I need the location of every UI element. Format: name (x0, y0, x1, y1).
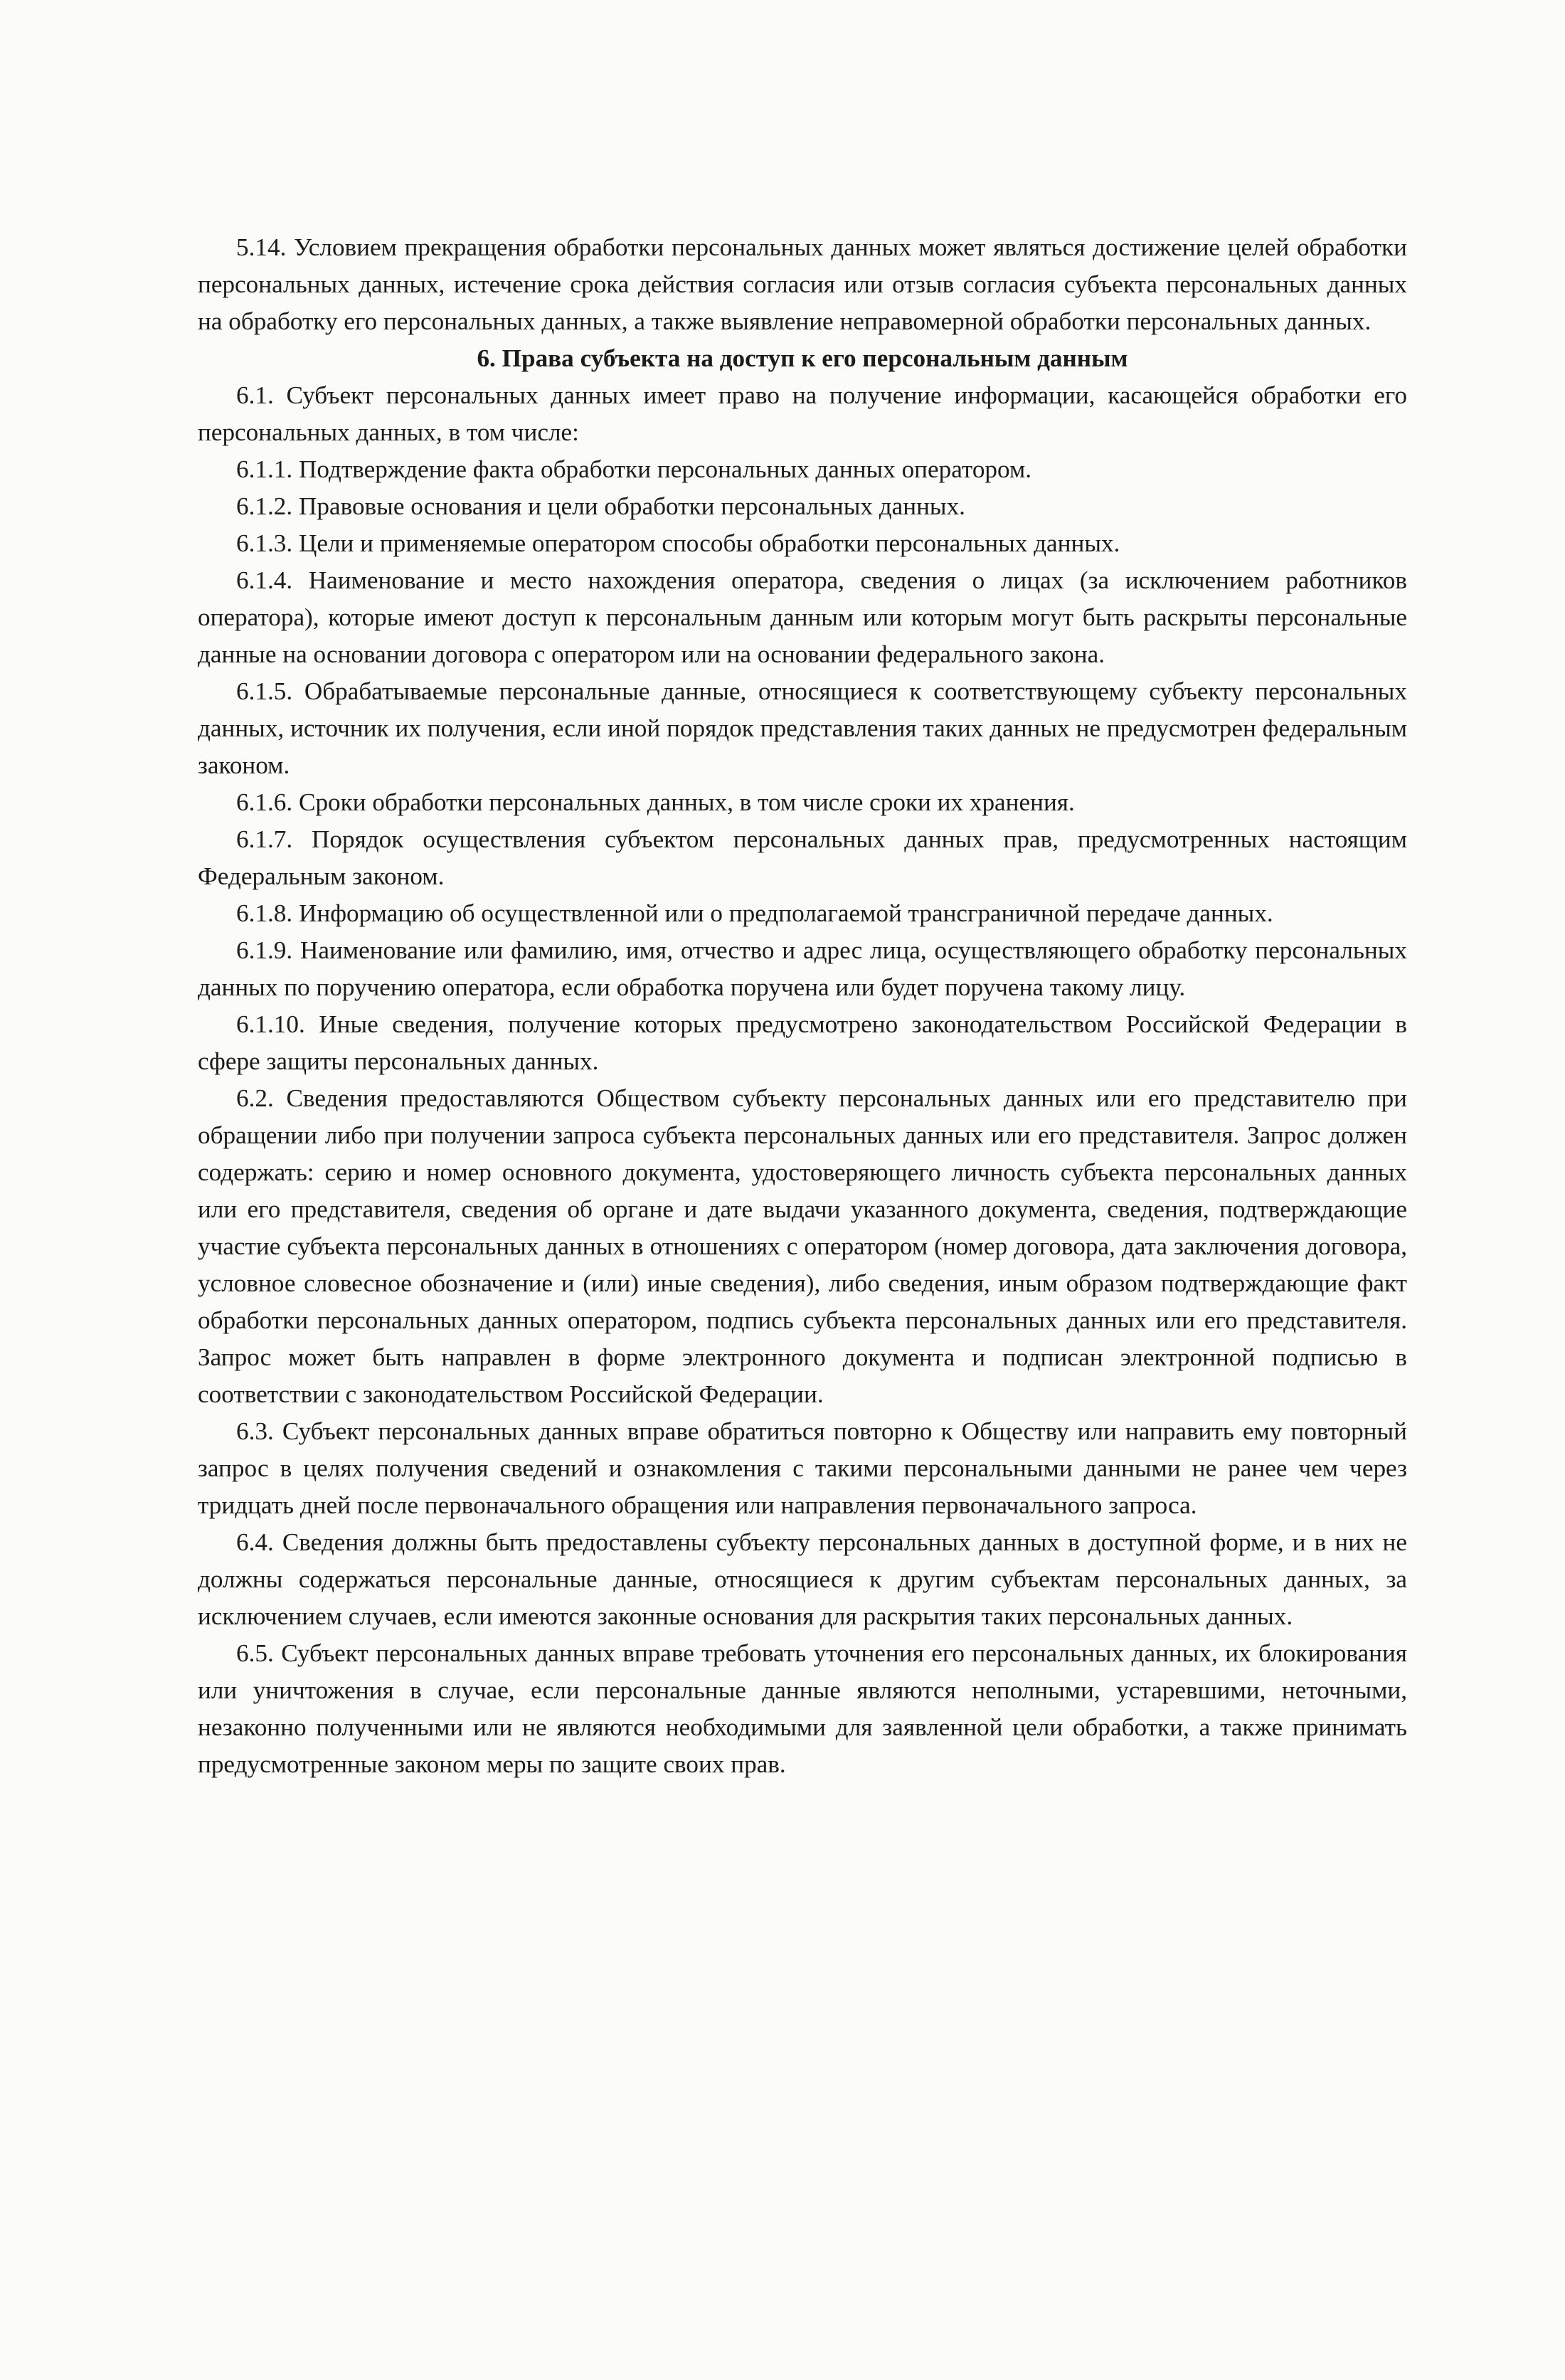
section-heading: 6. Права субъекта на доступ к его персональным данным (477, 344, 1128, 372)
paragraph-6-1-10: 6.1.10. Иные сведения, получение которых предусмотрено законодательством Российской Федерации в сфере защиты персональных данных. (198, 1010, 1407, 1075)
paragraph-6-1-9: 6.1.9. Наименование или фамилию, имя, отчество и адрес лица, осуществляющего обработку персональных данных по поручению оператора, если обработка поручена или будет поручена такому лицу. (198, 936, 1407, 1001)
document-body (198, 229, 1407, 1783)
paragraph-6-5: 6.5. Субъект персональных данных вправе требовать уточнения его персональных данных, их блокирования или уничтожения в случае, если персональные данные являются неполными, устаревшими, неточными, незаконно полученными или не являются необходимыми для заявленной цели обработки, а также принимать предусмотренные законом меры по защите своих прав. (198, 1639, 1407, 1778)
paragraph-6-3: 6.3. Субъект персональных данных вправе обратиться повторно к Обществу или направить ему повторный запрос в целях получения сведений и ознакомления с такими персональными данными не ранее чем через тридцать дней после первоначального обращения или направления первоначального запроса. (198, 1417, 1407, 1519)
paragraph-6-1: 6.1. Субъект персональных данных имеет право на получение информации, касающейся обработки его персональных данных, в том числе: (198, 381, 1407, 446)
paragraph-6-1-4: 6.1.4. Наименование и место нахождения оператора, сведения о лицах (за исключением работников оператора), которые имеют доступ к персональным данным или которым могут быть раскрыты персональные данные на основании договора с оператором или на основании федерального закона. (198, 566, 1407, 668)
paragraph-6-1-7: 6.1.7. Порядок осуществления субъектом персональных данных прав, предусмотренных настоящим Федеральным законом. (198, 825, 1407, 890)
paragraph-6-1-6: 6.1.6. Сроки обработки персональных данных, в том числе сроки их хранения. (236, 788, 1075, 816)
paragraph-6-1-1: 6.1.1. Подтверждение факта обработки персональных данных оператором. (236, 455, 1032, 483)
paragraph-6-4: 6.4. Сведения должны быть предоставлены субъекту персональных данных в доступной форме, и в них не должны содержаться персональные данные, относящиеся к другим субъектам персональных данных, за исключением случаев, если имеются законные основания для раскрытия таких персональных данных. (198, 1528, 1407, 1630)
paragraph-6-1-8: 6.1.8. Информацию об осуществленной или о предполагаемой трансграничной передаче данных. (236, 899, 1273, 927)
paragraph-6-1-3: 6.1.3. Цели и применяемые оператором способы обработки персональных данных. (236, 529, 1120, 557)
paragraph-6-1-5: 6.1.5. Обрабатываемые персональные данные, относящиеся к соответствующему субъекту персональных данных, источник их получения, если иной порядок представления таких данных не предусмотрен федеральным законом. (198, 677, 1407, 779)
paragraph-6-2: 6.2. Сведения предоставляются Обществом субъекту персональных данных или его представителю при обращении либо при получении запроса субъекта персональных данных или его представителя. Запрос должен содержать: серию и номер основного документа, удостоверяющего личность субъекта персональных данных или его представителя, сведения об органе и дате выдачи указанного документа, сведения, подтверждающие участие субъекта персональных данных в отношениях с оператором (номер договора, дата заключения договора, условное словесное обозначение и (или) иные сведения), либо сведения, иным образом подтверждающие факт обработки персональных данных оператором, подпись субъекта персональных данных или его представителя. Запрос может быть направлен в форме электронного документа и подписан электронной подписью в соответствии с законодательством Российской Федерации. (198, 1084, 1407, 1408)
paragraph-6-1-2: 6.1.2. Правовые основания и цели обработки персональных данных. (236, 492, 965, 520)
paragraph-5-14: 5.14. Условием прекращения обработки персональных данных может являться достижение целей обработки персональных данных, истечение срока действия согласия или отзыв согласия субъекта персональных данных на обработку его персональных данных, а также выявление неправомерной обработки персональных данных. (198, 233, 1407, 335)
